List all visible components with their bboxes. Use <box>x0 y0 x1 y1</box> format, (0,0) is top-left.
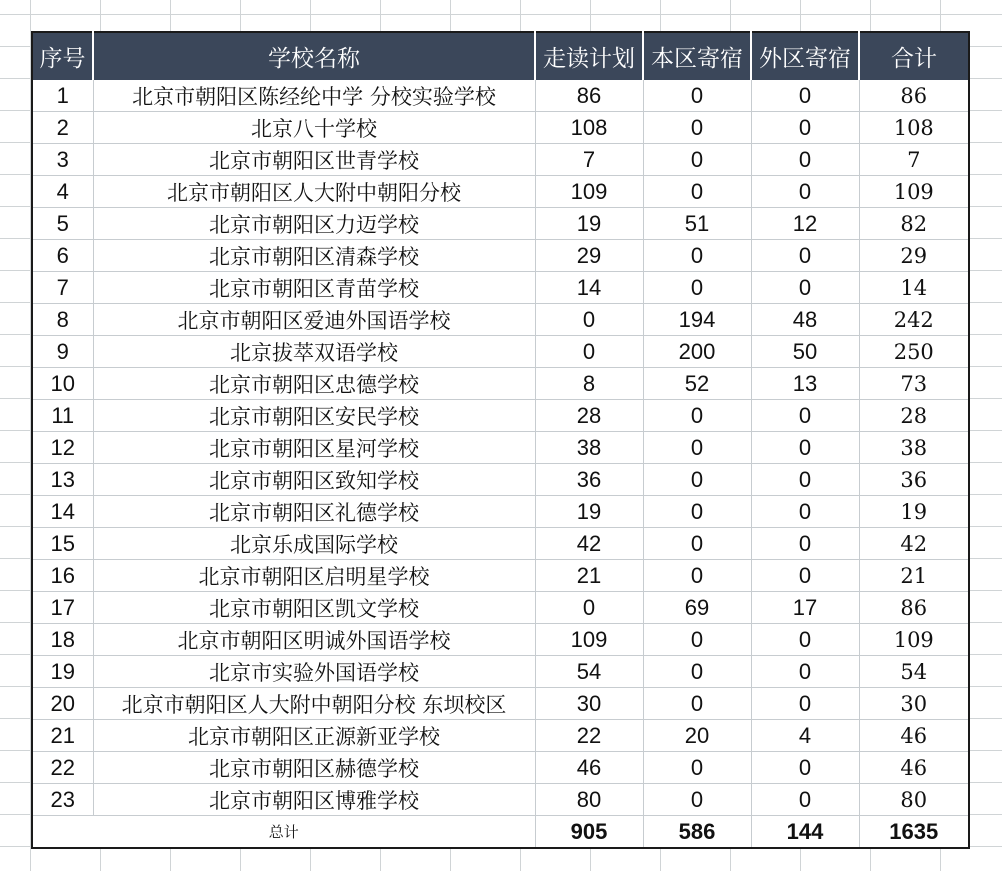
day-plan-cell[interactable]: 46 <box>535 752 643 784</box>
table-row <box>32 112 969 144</box>
day-plan-cell[interactable]: 86 <box>535 80 643 112</box>
day-plan-cell[interactable]: 21 <box>535 560 643 592</box>
local-boarding-cell[interactable]: 0 <box>643 496 751 528</box>
enrollment-table <box>31 31 970 849</box>
day-plan-cell[interactable]: 0 <box>535 592 643 624</box>
table-row <box>32 496 969 528</box>
row-total-cell[interactable]: 21 <box>859 560 969 592</box>
row-total-cell[interactable]: 14 <box>859 272 969 304</box>
row-total-cell[interactable]: 80 <box>859 784 969 816</box>
school-name-cell[interactable]: 北京市朝阳区人大附中朝阳分校 东坝校区 <box>93 688 535 720</box>
table-row <box>32 368 969 400</box>
outside-boarding-cell[interactable]: 0 <box>751 400 859 432</box>
local-boarding-cell[interactable]: 0 <box>643 752 751 784</box>
outside-boarding-cell[interactable]: 0 <box>751 144 859 176</box>
day-plan-cell[interactable]: 109 <box>535 176 643 208</box>
day-plan-cell[interactable]: 14 <box>535 272 643 304</box>
outside-boarding-cell[interactable]: 0 <box>751 656 859 688</box>
school-name-cell[interactable]: 北京市朝阳区正源新亚学校 <box>93 720 535 752</box>
row-index-cell[interactable]: 16 <box>32 560 93 592</box>
school-name-cell[interactable]: 北京市朝阳区启明星学校 <box>93 560 535 592</box>
local-boarding-cell[interactable]: 0 <box>643 240 751 272</box>
table-row <box>32 304 969 336</box>
header-cell-index[interactable]: 序号 <box>32 32 93 80</box>
local-boarding-cell[interactable]: 194 <box>643 304 751 336</box>
school-name-cell[interactable]: 北京市朝阳区青苗学校 <box>93 272 535 304</box>
school-name-cell[interactable]: 北京市朝阳区致知学校 <box>93 464 535 496</box>
table-row <box>32 176 969 208</box>
row-index-cell[interactable]: 10 <box>32 368 93 400</box>
row-total-cell[interactable]: 82 <box>859 208 969 240</box>
table-row <box>32 720 969 752</box>
day-plan-cell[interactable]: 19 <box>535 496 643 528</box>
row-index-cell[interactable]: 21 <box>32 720 93 752</box>
local-boarding-cell[interactable]: 0 <box>643 560 751 592</box>
row-total-cell[interactable]: 109 <box>859 624 969 656</box>
table-row <box>32 464 969 496</box>
row-index-cell[interactable]: 9 <box>32 336 93 368</box>
row-index-cell[interactable]: 7 <box>32 272 93 304</box>
school-name-cell[interactable]: 北京市朝阳区清森学校 <box>93 240 535 272</box>
school-name-cell[interactable]: 北京市朝阳区礼德学校 <box>93 496 535 528</box>
row-index-cell[interactable]: 15 <box>32 528 93 560</box>
school-name-cell[interactable]: 北京八十学校 <box>93 112 535 144</box>
header-cell-local-boarding[interactable]: 本区寄宿 <box>643 32 751 80</box>
outside-boarding-cell[interactable]: 0 <box>751 784 859 816</box>
header-cell-total[interactable]: 合计 <box>859 32 969 80</box>
row-index-cell[interactable]: 3 <box>32 144 93 176</box>
row-total-cell[interactable]: 29 <box>859 240 969 272</box>
school-name-cell[interactable]: 北京乐成国际学校 <box>93 528 535 560</box>
row-index-cell[interactable]: 12 <box>32 432 93 464</box>
outside-boarding-cell[interactable]: 12 <box>751 208 859 240</box>
outside-boarding-cell[interactable]: 0 <box>751 496 859 528</box>
local-boarding-cell[interactable]: 0 <box>643 176 751 208</box>
school-name-cell[interactable]: 北京市朝阳区世青学校 <box>93 144 535 176</box>
day-plan-cell[interactable]: 108 <box>535 112 643 144</box>
local-boarding-cell[interactable]: 200 <box>643 336 751 368</box>
row-index-cell[interactable]: 6 <box>32 240 93 272</box>
local-boarding-cell[interactable]: 0 <box>643 688 751 720</box>
table-row <box>32 80 969 112</box>
table-row <box>32 336 969 368</box>
row-index-cell[interactable]: 20 <box>32 688 93 720</box>
local-boarding-cell[interactable]: 0 <box>643 528 751 560</box>
local-boarding-cell[interactable]: 0 <box>643 656 751 688</box>
table-row <box>32 432 969 464</box>
table-row <box>32 624 969 656</box>
school-name-cell[interactable]: 北京市朝阳区人大附中朝阳分校 <box>93 176 535 208</box>
school-name-cell[interactable]: 北京市朝阳区星河学校 <box>93 432 535 464</box>
row-total-cell[interactable]: 86 <box>859 80 969 112</box>
row-index-cell[interactable]: 13 <box>32 464 93 496</box>
header-cell-outside-boarding[interactable]: 外区寄宿 <box>751 32 859 80</box>
total-sum[interactable]: 1635 <box>859 816 969 849</box>
outside-boarding-cell[interactable]: 0 <box>751 176 859 208</box>
outside-boarding-cell[interactable]: 0 <box>751 528 859 560</box>
row-total-cell[interactable]: 36 <box>859 464 969 496</box>
day-plan-cell[interactable]: 29 <box>535 240 643 272</box>
table-row <box>32 784 969 816</box>
total-local-boarding[interactable]: 586 <box>643 816 751 849</box>
local-boarding-cell[interactable]: 0 <box>643 464 751 496</box>
outside-boarding-cell[interactable]: 0 <box>751 240 859 272</box>
school-name-cell[interactable]: 北京市朝阳区明诚外国语学校 <box>93 624 535 656</box>
row-index-cell[interactable]: 23 <box>32 784 93 816</box>
day-plan-cell[interactable]: 54 <box>535 656 643 688</box>
day-plan-cell[interactable]: 8 <box>535 368 643 400</box>
outside-boarding-cell[interactable]: 0 <box>751 432 859 464</box>
row-total-cell[interactable]: 73 <box>859 368 969 400</box>
local-boarding-cell[interactable]: 20 <box>643 720 751 752</box>
row-total-cell[interactable]: 7 <box>859 144 969 176</box>
outside-boarding-cell[interactable]: 17 <box>751 592 859 624</box>
day-plan-cell[interactable]: 22 <box>535 720 643 752</box>
row-total-cell[interactable]: 38 <box>859 432 969 464</box>
header-cell-school-name[interactable]: 学校名称 <box>93 32 535 80</box>
local-boarding-cell[interactable]: 0 <box>643 624 751 656</box>
table-row <box>32 656 969 688</box>
row-index-cell[interactable]: 4 <box>32 176 93 208</box>
local-boarding-cell[interactable]: 0 <box>643 432 751 464</box>
table-row <box>32 688 969 720</box>
outside-boarding-cell[interactable]: 0 <box>751 688 859 720</box>
row-total-cell[interactable]: 30 <box>859 688 969 720</box>
day-plan-cell[interactable]: 42 <box>535 528 643 560</box>
row-total-cell[interactable]: 54 <box>859 656 969 688</box>
outside-boarding-cell[interactable]: 0 <box>751 624 859 656</box>
row-index-cell[interactable]: 17 <box>32 592 93 624</box>
total-day-plan[interactable]: 905 <box>535 816 643 849</box>
day-plan-cell[interactable]: 109 <box>535 624 643 656</box>
local-boarding-cell[interactable]: 0 <box>643 272 751 304</box>
row-index-cell[interactable]: 18 <box>32 624 93 656</box>
table-row <box>32 528 969 560</box>
day-plan-cell[interactable]: 0 <box>535 336 643 368</box>
row-total-cell[interactable]: 109 <box>859 176 969 208</box>
local-boarding-cell[interactable]: 0 <box>643 112 751 144</box>
row-total-cell[interactable]: 42 <box>859 528 969 560</box>
outside-boarding-cell[interactable]: 0 <box>751 80 859 112</box>
row-total-cell[interactable]: 250 <box>859 336 969 368</box>
total-label[interactable]: 总计 <box>32 816 535 849</box>
table-row <box>32 400 969 432</box>
school-name-cell[interactable]: 北京市朝阳区忠德学校 <box>93 368 535 400</box>
table-row <box>32 560 969 592</box>
local-boarding-cell[interactable]: 0 <box>643 784 751 816</box>
local-boarding-cell[interactable]: 52 <box>643 368 751 400</box>
row-total-cell[interactable]: 19 <box>859 496 969 528</box>
day-plan-cell[interactable]: 7 <box>535 144 643 176</box>
day-plan-cell[interactable]: 30 <box>535 688 643 720</box>
row-total-cell[interactable]: 46 <box>859 720 969 752</box>
school-name-cell[interactable]: 北京拔萃双语学校 <box>93 336 535 368</box>
local-boarding-cell[interactable]: 69 <box>643 592 751 624</box>
local-boarding-cell[interactable]: 0 <box>643 400 751 432</box>
school-name-cell[interactable]: 北京市朝阳区凯文学校 <box>93 592 535 624</box>
local-boarding-cell[interactable]: 0 <box>643 144 751 176</box>
outside-boarding-cell[interactable]: 4 <box>751 720 859 752</box>
school-name-cell[interactable]: 北京市朝阳区安民学校 <box>93 400 535 432</box>
outside-boarding-cell[interactable]: 13 <box>751 368 859 400</box>
school-name-cell[interactable]: 北京市朝阳区爱迪外国语学校 <box>93 304 535 336</box>
row-index-cell[interactable]: 14 <box>32 496 93 528</box>
row-index-cell[interactable]: 19 <box>32 656 93 688</box>
school-name-cell[interactable]: 北京市朝阳区力迈学校 <box>93 208 535 240</box>
outside-boarding-cell[interactable]: 0 <box>751 560 859 592</box>
row-index-cell[interactable]: 11 <box>32 400 93 432</box>
table-row <box>32 272 969 304</box>
outside-boarding-cell[interactable]: 0 <box>751 464 859 496</box>
header-cell-day-plan[interactable]: 走读计划 <box>535 32 643 80</box>
day-plan-cell[interactable]: 80 <box>535 784 643 816</box>
row-total-cell[interactable]: 28 <box>859 400 969 432</box>
table-row <box>32 592 969 624</box>
total-row <box>32 816 969 849</box>
row-index-cell[interactable]: 5 <box>32 208 93 240</box>
school-name-cell[interactable]: 北京市实验外国语学校 <box>93 656 535 688</box>
outside-boarding-cell[interactable]: 50 <box>751 336 859 368</box>
school-name-cell[interactable]: 北京市朝阳区赫德学校 <box>93 752 535 784</box>
header-row <box>32 32 969 80</box>
total-outside-boarding[interactable]: 144 <box>751 816 859 849</box>
local-boarding-cell[interactable]: 0 <box>643 80 751 112</box>
day-plan-cell[interactable]: 0 <box>535 304 643 336</box>
row-index-cell[interactable]: 1 <box>32 80 93 112</box>
outside-boarding-cell[interactable]: 0 <box>751 752 859 784</box>
row-total-cell[interactable]: 108 <box>859 112 969 144</box>
row-total-cell[interactable]: 242 <box>859 304 969 336</box>
outside-boarding-cell[interactable]: 48 <box>751 304 859 336</box>
day-plan-cell[interactable]: 38 <box>535 432 643 464</box>
outside-boarding-cell[interactable]: 0 <box>751 112 859 144</box>
local-boarding-cell[interactable]: 51 <box>643 208 751 240</box>
table-row <box>32 752 969 784</box>
row-total-cell[interactable]: 86 <box>859 592 969 624</box>
school-name-cell[interactable]: 北京市朝阳区博雅学校 <box>93 784 535 816</box>
row-total-cell[interactable]: 46 <box>859 752 969 784</box>
school-name-cell[interactable]: 北京市朝阳区陈经纶中学 分校实验学校 <box>93 80 535 112</box>
table-body <box>32 80 969 816</box>
day-plan-cell[interactable]: 19 <box>535 208 643 240</box>
table-row <box>32 208 969 240</box>
row-index-cell[interactable]: 8 <box>32 304 93 336</box>
day-plan-cell[interactable]: 36 <box>535 464 643 496</box>
table-row <box>32 144 969 176</box>
outside-boarding-cell[interactable]: 0 <box>751 272 859 304</box>
row-index-cell[interactable]: 2 <box>32 112 93 144</box>
day-plan-cell[interactable]: 28 <box>535 400 643 432</box>
row-index-cell[interactable]: 22 <box>32 752 93 784</box>
table-row <box>32 240 969 272</box>
